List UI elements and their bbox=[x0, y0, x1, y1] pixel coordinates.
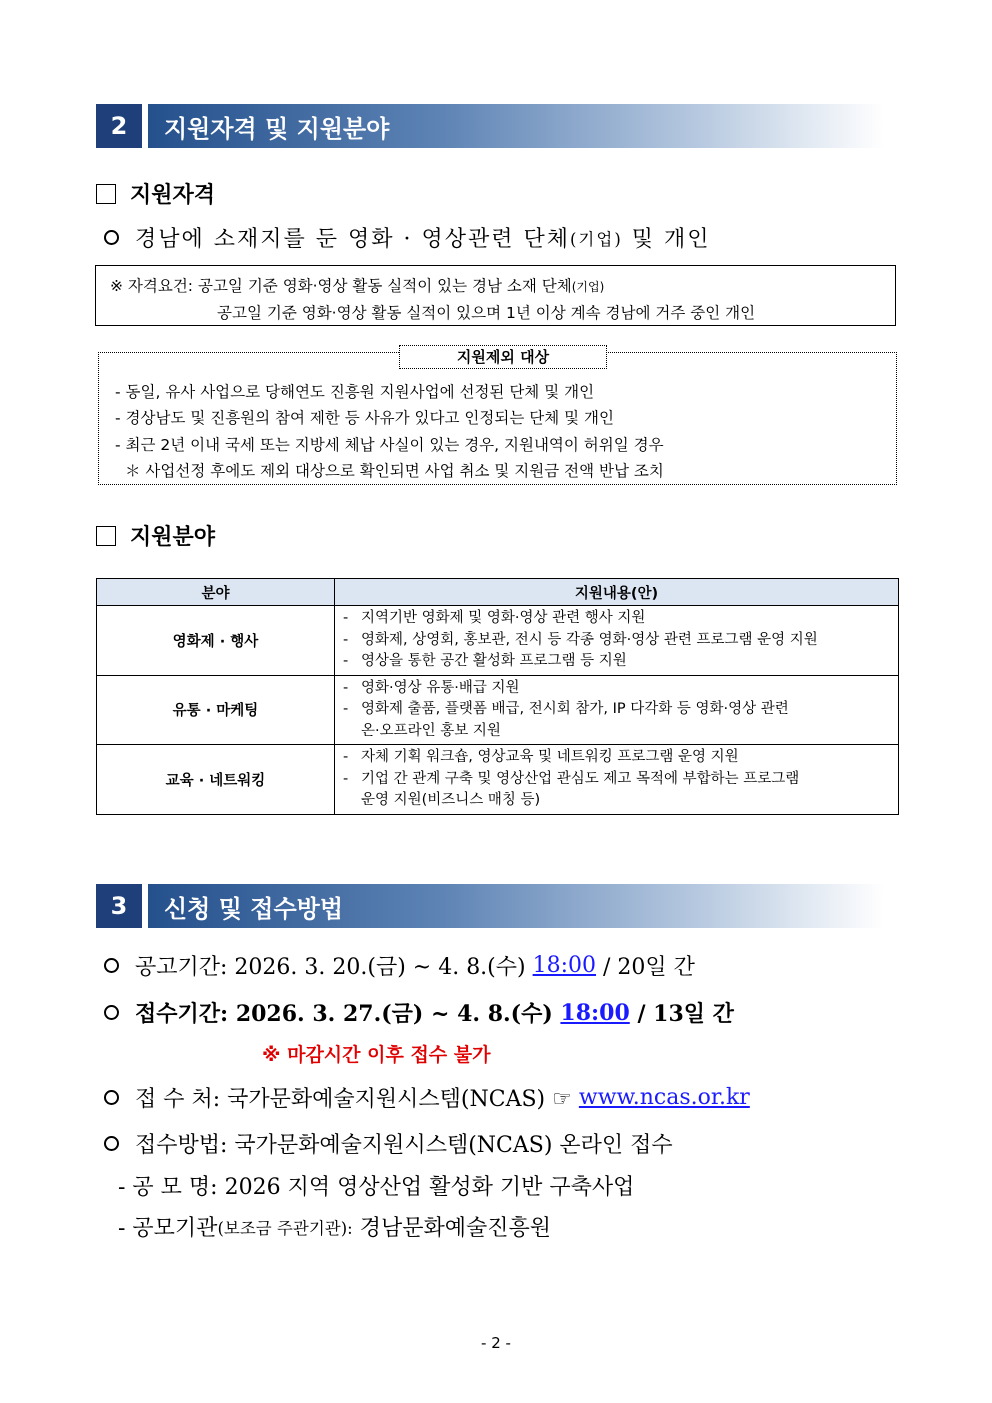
fields-heading-text: 지원분야 bbox=[130, 525, 216, 550]
checkbox-square-icon bbox=[96, 184, 116, 204]
receipt-method: 접수방법: 국가문화예술지원시스템(NCAS) 온라인 접수 bbox=[104, 1128, 673, 1159]
field-name: 유통 · 마케팅 bbox=[97, 675, 335, 745]
requirement-line-1: 공고일 기준 영화·영상 활동 실적이 있는 경남 소재 단체 bbox=[197, 277, 572, 295]
section-title: 지원자격 및 지원분야 bbox=[148, 104, 884, 148]
ncas-link[interactable]: www.ncas.or.kr bbox=[578, 1085, 750, 1110]
section-number: 3 bbox=[96, 884, 142, 928]
table-row bbox=[97, 675, 899, 745]
requirement-line-2: 공고일 기준 영화·영상 활동 실적이 있으며 1년 이상 계속 경남에 거주 중인 개인 bbox=[217, 304, 756, 322]
requirements-box: ※ 자격요건: 공고일 기준 영화·영상 활동 실적이 있는 경남 소재 단체(기업) 공고일 기준 영화·영상 활동 실적이 있으며 1년 이상 계속 경남에 거주 중인 개인 bbox=[95, 265, 896, 326]
eligibility-bullet: 경남에 소재지를 둔 영화 · 영상관련 단체 (기업) 및 개인 bbox=[104, 222, 711, 253]
column-header-field: 분야 bbox=[97, 579, 335, 606]
exclusion-note: ＊ 사업선정 후에도 제외 대상으로 확인되면 사업 취소 및 지원금 전액 반납 조치 bbox=[125, 462, 664, 480]
circle-bullet-icon bbox=[104, 958, 119, 973]
section-2-header bbox=[96, 104, 884, 148]
receipt-place: 접 수 처: 국가문화예술지원시스템(NCAS) ☞ www.ncas.or.kr bbox=[104, 1082, 750, 1113]
eligibility-bullet-text: 경남에 소재지를 둔 영화 · 영상관련 단체 bbox=[135, 227, 570, 252]
field-name: 교육 · 네트워킹 bbox=[97, 745, 335, 815]
circle-bullet-icon bbox=[104, 1005, 119, 1020]
support-fields-table bbox=[96, 578, 899, 815]
contest-name: - 공 모 명: 2026 지역 영상산업 활성화 기반 구축사업 bbox=[118, 1175, 635, 1200]
eligibility-heading-text: 지원자격 bbox=[130, 183, 216, 208]
contest-organization: - 공모기관 (보조금 주관기관): 경남문화예술진흥원 bbox=[118, 1216, 551, 1241]
table-row bbox=[97, 745, 899, 815]
exclusion-item: - 경상남도 및 진흥원의 참여 제한 등 사유가 있다고 인정되는 단체 및 개인 bbox=[115, 409, 614, 427]
section-3-header bbox=[96, 884, 884, 928]
table-header-row bbox=[97, 579, 899, 606]
circle-bullet-icon bbox=[104, 1136, 119, 1151]
column-header-content: 지원내용(안) bbox=[335, 579, 899, 606]
page-number: - 2 - bbox=[481, 1334, 511, 1352]
circle-bullet-icon bbox=[104, 1090, 119, 1105]
field-name: 영화제 · 행사 bbox=[97, 606, 335, 676]
table-row bbox=[97, 606, 899, 676]
field-content: - 영화·영상 유통·배급 지원 - 영화제 출품, 플랫폼 배급, 전시회 참가, IP 다각화 등 영화·영상 관련 온·오프라인 홍보 지원 bbox=[335, 675, 899, 745]
circle-bullet-icon bbox=[104, 230, 119, 245]
fields-heading bbox=[96, 520, 215, 551]
eligibility-heading bbox=[96, 178, 215, 209]
receipt-period: 접수기간: 2026. 3. 27.(금) ~ 4. 8.(수) 18:00 / 13일 간 bbox=[104, 997, 734, 1028]
deadline-note: ※ 마감시간 이후 접수 불가 bbox=[262, 1044, 491, 1066]
notice-period: 공고기간: 2026. 3. 20.(금) ~ 4. 8.(수) 18:00 / 20일 간 bbox=[104, 950, 695, 981]
field-content: - 자체 기획 워크숍, 영상교육 및 네트워킹 프로그램 운영 지원 - 기업 간 관계 구축 및 영상산업 관심도 제고 목적에 부합하는 프로그램 운영 지원(비즈니스 매칭 등) bbox=[335, 745, 899, 815]
exclusion-box bbox=[98, 348, 897, 485]
field-content: - 지역기반 영화제 및 영화·영상 관련 행사 지원 - 영화제, 상영회, 홍보관, 전시 등 각종 영화·영상 관련 프로그램 운영 지원 - 영상을 통한 공간 활성화 프로그램 등 지원 bbox=[335, 606, 899, 676]
checkbox-square-icon bbox=[96, 526, 116, 546]
requirements-label: ※ 자격요건: bbox=[110, 277, 194, 295]
exclusion-title: 지원제외 대상 bbox=[399, 345, 607, 369]
section-title: 신청 및 접수방법 bbox=[148, 884, 884, 928]
exclusion-item: - 동일, 유사 사업으로 당해연도 진흥원 지원사업에 선정된 단체 및 개인 bbox=[115, 383, 595, 401]
exclusion-item: - 최근 2년 이내 국세 또는 지방세 체납 사실이 있는 경우, 지원내역이 허위일 경우 bbox=[115, 436, 664, 454]
section-number: 2 bbox=[96, 104, 142, 148]
